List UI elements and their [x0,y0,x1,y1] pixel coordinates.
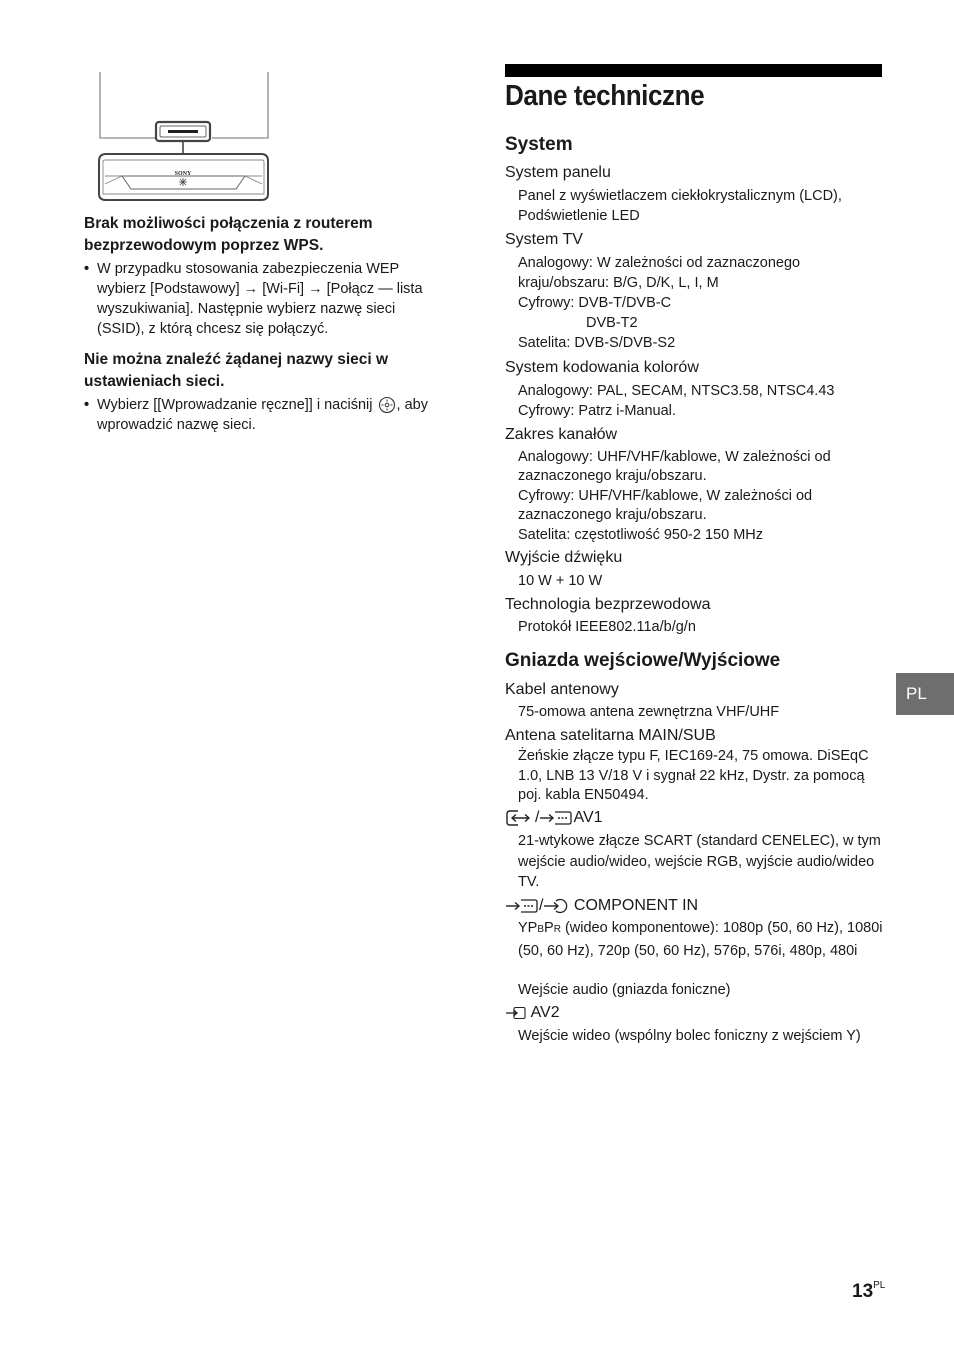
component-value-text: (wideo komponentowe): 1080p (50, 60 Hz), 1080i (50, 60 Hz), 720p (50, 60 Hz), 576p, 576i, 480p, 480i [518,920,883,959]
av2-label: AV2 [530,1004,560,1021]
component-y: YP [518,920,538,936]
component-slash: / [539,897,544,915]
component-video-icon [505,897,539,915]
sony-logo: SONY [174,171,192,177]
av1-slash: / [535,809,540,827]
wireless-value: Protokół IEEE802.11a/b/g/n [518,619,696,635]
language-tab: PL [896,673,954,715]
tv-system-label: System TV [505,231,583,248]
page-title: Dane techniczne [505,80,705,112]
network-bullet-text-b: , aby wprowadzić nazwę sieci. [97,397,428,433]
sparkle-icon [179,178,187,186]
component-value [518,918,883,961]
panel-label: System panelu [505,164,611,181]
system-heading: System [505,134,573,155]
network-heading: Nie można znaleźć żądanej nazwy sieci w ustawieniach sieci. [84,351,389,390]
video-input-icon [505,1005,527,1021]
component-row [505,897,698,915]
color-digital-value: Cyfrowy: Patrz i-Manual. [518,403,676,419]
tv-analog-value: Analogowy: W zależności od zaznaczonego kraju/obszaru: B/G, D/K, L, I, M [518,255,801,291]
enter-button-icon [377,396,397,414]
av1-value: 21-wtykowe złącze SCART (standard CENELEC), w tym wejście audio/wideo, wejście RGB, wyjście audio/wideo TV. [518,833,881,890]
av1-row [505,809,603,827]
tv-digital-value: Cyfrowy: DVB-T/DVB-C [518,295,672,311]
panel-value: Panel z wyświetlaczem ciekłokrystalicznym (LCD), Podświetlenie LED [518,188,842,224]
network-bullet [84,395,442,435]
section-top-bar [505,64,882,77]
color-analog-value: Analogowy: PAL, SECAM, NTSC3.58, NTSC4.43 [518,383,835,399]
antenna-value: 75-omowa antena zewnętrzna VHF/UHF [518,704,780,720]
sound-label: Wyjście dźwięku [505,549,623,566]
bullet-marker: • [84,397,90,413]
component-r: R [553,924,561,935]
channel-label: Zakres kanałów [505,426,618,443]
page-number [852,1281,885,1303]
channel-satellite-value: Satelita: częstotliwość 950-2 150 MHz [518,527,763,543]
channel-analog-value: Analogowy: UHF/VHF/kablowe, W zależności od zaznaczonego kraju/obszaru. [518,449,831,485]
satellite-antenna-value: Żeńskie złącze typu F, IEC169-24, 75 omowa. DiSEqC 1.0, LNB 13 V/18 V i sygnał 22 kHz, Dystr. za pomocą poj. kabla EN50494. [518,748,869,803]
satellite-antenna-label: Antena satelitarna MAIN/SUB [505,727,716,744]
tv-bottom-illustration [96,72,272,204]
channel-digital-value: Cyfrowy: UHF/VHF/kablowe, W zależności od zaznaczonego kraju/obszaru. [518,488,813,524]
av2-row [505,1004,560,1022]
network-bullet-text-a: Wybierz [[Wprowadzanie ręczne]] i naciśnij [97,397,373,413]
av1-label: AV1 [573,809,603,827]
scart-inout-icon [505,809,535,827]
component-audio-value: Wejście audio (gniazda foniczne) [518,982,731,998]
component-p: P [544,920,554,936]
tv-digital2-value: DVB-T2 [586,315,638,331]
color-label: System kodowania kolorów [505,359,699,376]
page-number-value: 13 [852,1281,874,1302]
antenna-label: Kabel antenowy [505,681,619,698]
wireless-label: Technologia bezprzewodowa [505,596,711,613]
audio-input-icon [543,897,569,915]
component-b: B [537,924,545,935]
wps-bullet [84,259,442,339]
wps-bullet-text: W przypadku stosowania zabezpieczenia WEP wybierz [Podstawowy] → [Wi-Fi] → [Połącz — lista wyszukiwania]. Następnie wybierz nazwę sieci (SSID), z którą chcesz się połączyć. [97,261,423,337]
bullet-marker: • [84,261,90,277]
tv-satellite-value: Satelita: DVB-S/DVB-S2 [518,335,676,351]
page-number-suffix: PL [873,1279,886,1291]
sound-value: 10 W + 10 W [518,573,603,589]
av2-value: Wejście wideo (wspólny bolec foniczny z wejściem Y) [518,1028,861,1044]
wps-heading: Brak możliwości połączenia z routerem bezprzewodowym poprzez WPS. [84,215,373,254]
io-heading: Gniazda wejściowe/Wyjściowe [505,650,781,671]
component-label: COMPONENT IN [573,897,699,915]
scart-output-icon [539,809,573,827]
